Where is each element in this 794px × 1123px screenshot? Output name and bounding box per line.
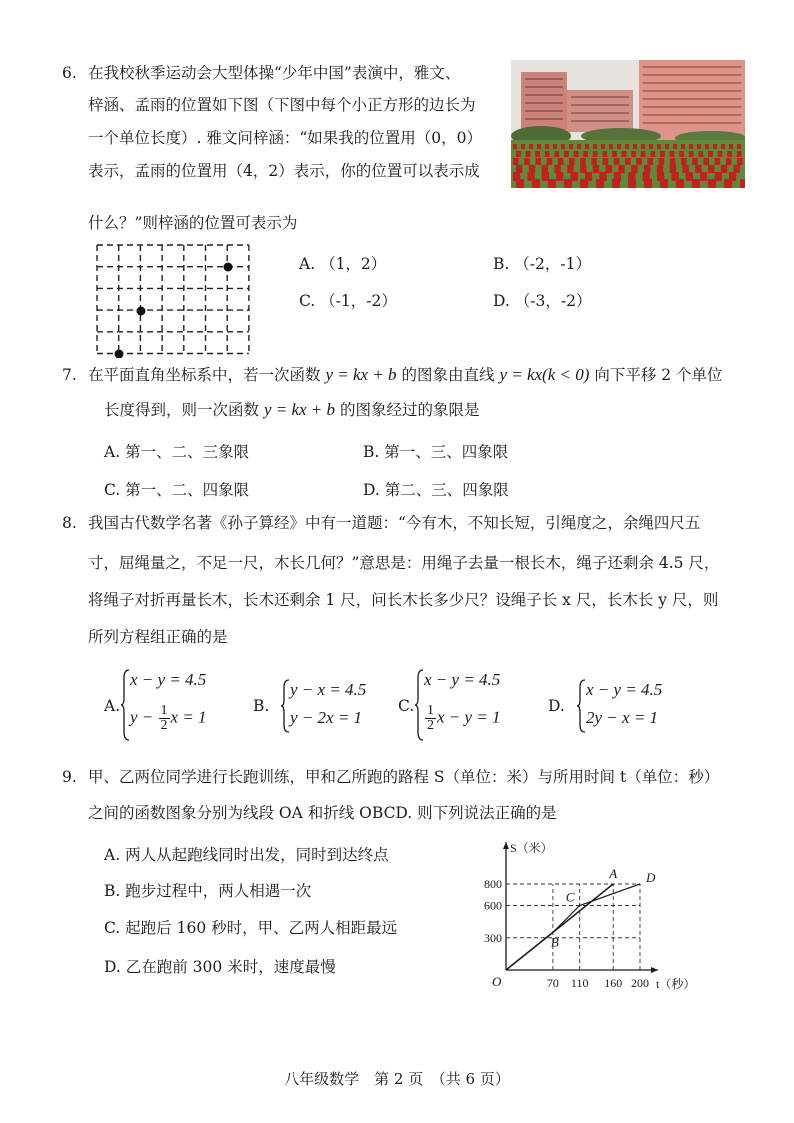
q8-option-c-frac-num: 1 xyxy=(427,703,434,718)
performer xyxy=(659,158,665,165)
q6-option-b-text: （-2，-1） xyxy=(514,255,591,273)
performer xyxy=(614,158,620,165)
performer xyxy=(649,144,653,149)
q9-line-1: 甲、乙两位同学进行长跑训练，甲和乙所跑的路程 S（单位：米）与所用时间 t（单位：秒） xyxy=(88,768,720,786)
q7-option-c-text: 第一、二、四象限 xyxy=(125,481,250,499)
performer xyxy=(689,151,694,157)
x-tick-label: 110 xyxy=(570,976,589,990)
q8-option-a-frac-den: 2 xyxy=(160,718,168,733)
performer xyxy=(558,158,564,165)
q8-line-4: 所列方程组正确的是 xyxy=(88,628,228,646)
q8-option-a-system xyxy=(120,668,220,742)
performer xyxy=(718,151,723,157)
performer xyxy=(603,158,609,165)
q6-line-3: 一个单位长度）. 雅文问梓涵：“如果我的位置用（0，0） xyxy=(88,129,483,147)
q8-option-c-row-2 xyxy=(424,704,501,733)
q9-option-c-letter: C. xyxy=(104,919,121,937)
performer xyxy=(641,144,645,149)
performer xyxy=(618,165,624,173)
point-label-b: B xyxy=(550,934,559,950)
performer xyxy=(657,165,663,173)
q8-number: 8. xyxy=(62,514,77,532)
performer xyxy=(665,144,669,149)
q9-option-b-text: 跑步过程中，两人相遇一次 xyxy=(125,882,312,900)
q8-option-c-letter: C. xyxy=(398,697,415,715)
performer xyxy=(703,158,709,165)
q8-option-a-row-2 xyxy=(130,704,207,733)
q8-option-b-row-2: y − 2x = 1 xyxy=(290,708,363,727)
q9-option-d[interactable] xyxy=(104,955,336,977)
performer xyxy=(585,144,589,149)
performer xyxy=(580,179,588,188)
performer xyxy=(564,179,572,188)
performer xyxy=(737,144,741,149)
q7-option-a[interactable] xyxy=(104,440,249,462)
performer xyxy=(542,172,549,181)
q8-option-d-row-1: x − y = 4.5 xyxy=(586,680,663,699)
performer xyxy=(679,151,684,157)
brace-icon xyxy=(280,678,290,734)
performer xyxy=(601,144,605,149)
performer xyxy=(574,151,579,157)
performer xyxy=(633,144,637,149)
q8-line-3: 将绳子对折再量长木，长木还剩余 1 尺，问长木长多少尺？设绳子长 x 尺，长木长 y 尺，则 xyxy=(88,591,719,609)
origin-label: O xyxy=(492,974,502,989)
performer xyxy=(681,144,685,149)
performer xyxy=(545,151,550,157)
x-axis-label: t（秒） xyxy=(656,977,696,991)
performer xyxy=(625,144,629,149)
performer xyxy=(577,144,581,149)
q8-option-a-row-2-post: x = 1 xyxy=(170,707,207,727)
performer xyxy=(516,151,521,157)
q8-option-a-frac-num: 1 xyxy=(160,703,168,718)
brace-icon xyxy=(120,668,130,742)
performer xyxy=(593,165,599,173)
distance-time-chart xyxy=(470,830,710,1000)
q7-option-b[interactable] xyxy=(363,440,508,462)
performer xyxy=(631,151,636,157)
q6-option-d-letter: D. xyxy=(493,292,510,310)
y-tick-label: 600 xyxy=(484,898,502,913)
q7-option-d[interactable] xyxy=(363,478,509,500)
performer xyxy=(612,151,617,157)
performer xyxy=(670,165,676,173)
performer xyxy=(644,165,650,173)
performer xyxy=(556,172,563,181)
performer xyxy=(737,158,743,165)
performer xyxy=(567,165,573,173)
q6-line-2: 梓涵、孟雨的位置如下图（下图中每个小正方形的边长为 xyxy=(88,96,476,114)
q9-option-a[interactable] xyxy=(104,843,389,865)
q7-text-1a: 在平面直角坐标系中，若一次函数 xyxy=(88,366,321,384)
q7-text-2b: 的图象经过的象限是 xyxy=(339,401,480,419)
performer xyxy=(554,165,560,173)
performer xyxy=(670,158,676,165)
performer xyxy=(715,158,721,165)
q8-option-b-letter: B. xyxy=(253,697,270,715)
y-tick-label: 800 xyxy=(484,877,502,891)
performer xyxy=(532,179,540,188)
performer xyxy=(692,158,698,165)
q8-option-b-row-1: y − x = 4.5 xyxy=(290,680,367,699)
y-axis-label: S（米） xyxy=(510,841,553,855)
q7-option-b-text: 第一、三、四象限 xyxy=(384,443,509,461)
q8-option-a-row-2-pre: y − xyxy=(130,707,158,727)
performer xyxy=(524,158,530,165)
q6-line-1: 在我校秋季运动会大型体操“少年中国”表演中，雅文、 xyxy=(88,64,461,82)
performer xyxy=(606,165,612,173)
performer xyxy=(705,144,709,149)
q8-option-a[interactable] xyxy=(104,697,120,715)
q6-option-d[interactable] xyxy=(493,289,591,311)
q6-option-b[interactable] xyxy=(493,252,591,274)
performer xyxy=(569,144,573,149)
performer xyxy=(660,179,668,188)
performer xyxy=(513,158,519,165)
q7-option-b-letter: B. xyxy=(363,443,380,461)
performance-photo xyxy=(511,60,745,188)
zihan-dot xyxy=(137,307,146,316)
q8-option-b[interactable] xyxy=(253,697,269,715)
performer xyxy=(596,179,604,188)
q7-formula-3: y = kx + b xyxy=(263,400,336,419)
performer xyxy=(727,151,732,157)
performer xyxy=(708,165,714,173)
position-grid-figure xyxy=(96,240,256,358)
q7-number: 7. xyxy=(62,366,77,384)
q8-option-d-row-2: 2y − x = 1 xyxy=(586,708,659,727)
performer xyxy=(636,158,642,165)
q8-option-c-row-1: x − y = 4.5 xyxy=(424,670,501,689)
q9-option-c-text: 起跑后 160 秒时，甲、乙两人相距最远 xyxy=(125,919,398,937)
q6-option-c-text: （-1，-2） xyxy=(320,292,397,310)
performer xyxy=(708,179,716,188)
performer xyxy=(692,179,700,188)
q7-text-1c: 向下平移 2 个单位 xyxy=(594,366,723,384)
performer xyxy=(657,144,661,149)
performer xyxy=(564,151,569,157)
q8-option-a-letter: A. xyxy=(104,697,121,715)
performer xyxy=(591,158,597,165)
performer xyxy=(516,179,524,188)
performer xyxy=(569,158,575,165)
q7-formula-1: y = kx + b xyxy=(325,365,397,384)
q7-option-a-text: 第一、二、三象限 xyxy=(125,443,250,461)
q6-option-a-text: （1，2） xyxy=(320,255,387,273)
q6-option-b-letter: B. xyxy=(493,255,510,273)
q7-option-c[interactable] xyxy=(104,478,249,500)
performer xyxy=(628,179,636,188)
performer xyxy=(612,179,620,188)
performer xyxy=(695,165,701,173)
q8-option-b-system xyxy=(280,678,380,734)
performer xyxy=(548,179,556,188)
performer xyxy=(535,158,541,165)
performer xyxy=(676,179,684,188)
performer xyxy=(580,165,586,173)
performer xyxy=(609,144,613,149)
performer xyxy=(726,158,732,165)
performer xyxy=(721,165,727,173)
performer xyxy=(689,144,693,149)
q7-formula-2: y = kx(k < 0) xyxy=(499,365,590,384)
q9-option-b-letter: B. xyxy=(104,882,121,900)
performer xyxy=(686,172,693,181)
q9-option-a-letter: A. xyxy=(104,846,121,864)
performer xyxy=(593,151,598,157)
q8-option-c-system xyxy=(414,668,514,742)
performer xyxy=(561,144,565,149)
q7-option-d-text: 第二、三、四象限 xyxy=(384,481,509,499)
performer xyxy=(721,144,725,149)
q9-option-c[interactable] xyxy=(104,916,397,938)
q7-text-1b: 的图象由直线 xyxy=(401,366,495,384)
q6-option-c-letter: C. xyxy=(299,292,316,310)
performer xyxy=(660,151,665,157)
performer xyxy=(554,151,559,157)
q7-text-2a: 长度得到，则一次函数 xyxy=(104,401,260,419)
performer xyxy=(547,158,553,165)
performer xyxy=(545,144,549,149)
performer xyxy=(681,158,687,165)
point-label-a: A xyxy=(609,866,618,881)
performer xyxy=(535,151,540,157)
yawen-dot xyxy=(115,350,124,359)
brace-icon xyxy=(414,668,424,742)
performer xyxy=(625,158,631,165)
q9-option-a-text: 两人从起跑线同时出发，同时到达终点 xyxy=(125,846,389,864)
performer xyxy=(697,144,701,149)
performer xyxy=(708,151,713,157)
q6-line-5: 什么？”则梓涵的位置可表示为 xyxy=(88,214,298,232)
q8-option-c[interactable] xyxy=(398,697,414,715)
performer xyxy=(583,151,588,157)
q8-option-a-row-1: x − y = 4.5 xyxy=(130,670,207,689)
x-tick-label: 160 xyxy=(604,976,623,990)
performer xyxy=(700,172,707,181)
q6-option-c[interactable] xyxy=(299,289,397,311)
performer xyxy=(729,144,733,149)
q6-option-a[interactable] xyxy=(299,252,386,274)
q8-option-d-letter: D. xyxy=(548,697,565,715)
q8-option-d-system xyxy=(576,678,676,734)
y-tick-label: 300 xyxy=(484,930,502,945)
performer xyxy=(673,144,677,149)
performer xyxy=(631,165,637,173)
performer xyxy=(670,151,675,157)
page-footer: 八年级数学 第 2 页 （共 6 页） xyxy=(284,1070,510,1088)
performer xyxy=(542,165,548,173)
performer xyxy=(641,151,646,157)
performer xyxy=(593,144,597,149)
performer xyxy=(724,179,732,188)
q7-option-c-letter: C. xyxy=(104,481,121,499)
q9-number: 9. xyxy=(62,768,77,786)
q9-option-d-letter: D. xyxy=(104,958,121,976)
performer xyxy=(650,151,655,157)
performer xyxy=(740,179,745,188)
q7-option-a-letter: A. xyxy=(104,443,121,461)
q7-line-2 xyxy=(104,399,480,421)
y-axis-arrow xyxy=(503,842,509,849)
q8-option-d[interactable] xyxy=(548,697,565,715)
performer xyxy=(553,144,557,149)
q6-option-d-text: （-3，-2） xyxy=(514,292,592,310)
performer xyxy=(617,144,621,149)
q9-option-d-text: 乙在跑前 300 米时，速度最慢 xyxy=(125,958,336,976)
q8-line-1: 我国古代数学名著《孙子算经》中有一道题：“今有木，不知长短，引绳度之，余绳四尺五 xyxy=(88,514,701,532)
performer xyxy=(644,179,652,188)
performer xyxy=(737,151,742,157)
point-label-d: D xyxy=(646,870,656,885)
x-axis-arrow xyxy=(651,967,658,973)
q6-line-4: 表示，孟雨的位置用（4，2）表示，你的位置可以表示成 xyxy=(88,162,480,180)
brace-icon xyxy=(576,678,586,734)
mengyu-dot xyxy=(224,263,233,272)
q8-option-c-row-2-post: x − y = 1 xyxy=(437,707,501,727)
performer xyxy=(529,144,533,149)
performer xyxy=(698,151,703,157)
point-label-c: C xyxy=(565,889,575,905)
performer xyxy=(516,165,522,173)
performer xyxy=(622,151,627,157)
performer xyxy=(537,144,541,149)
q9-option-b[interactable] xyxy=(104,879,311,901)
performer xyxy=(734,165,740,173)
performer xyxy=(580,158,586,165)
q6-number: 6. xyxy=(62,64,77,82)
q8-line-2: 寸，屈绳量之，不足一尺，木长几何？”意思是：用绳子去量一根长木，绳子还剩余 4.5 尺， xyxy=(88,554,720,572)
performer xyxy=(521,144,525,149)
q7-line-1 xyxy=(88,364,723,386)
q7-option-d-letter: D. xyxy=(363,481,380,499)
performer xyxy=(682,165,688,173)
q9-line-2: 之间的函数图象分别为线段 OA 和折线 OBCD. 则下列说法正确的是 xyxy=(88,804,557,822)
performer xyxy=(602,151,607,157)
performer xyxy=(513,144,517,149)
x-tick-label: 70 xyxy=(546,976,559,990)
x-tick-label: 200 xyxy=(631,976,649,990)
q6-option-a-letter: A. xyxy=(299,255,316,273)
performer xyxy=(713,144,717,149)
performer xyxy=(647,158,653,165)
q8-option-c-frac-den: 2 xyxy=(427,718,434,733)
performer xyxy=(529,165,535,173)
performer xyxy=(526,151,531,157)
